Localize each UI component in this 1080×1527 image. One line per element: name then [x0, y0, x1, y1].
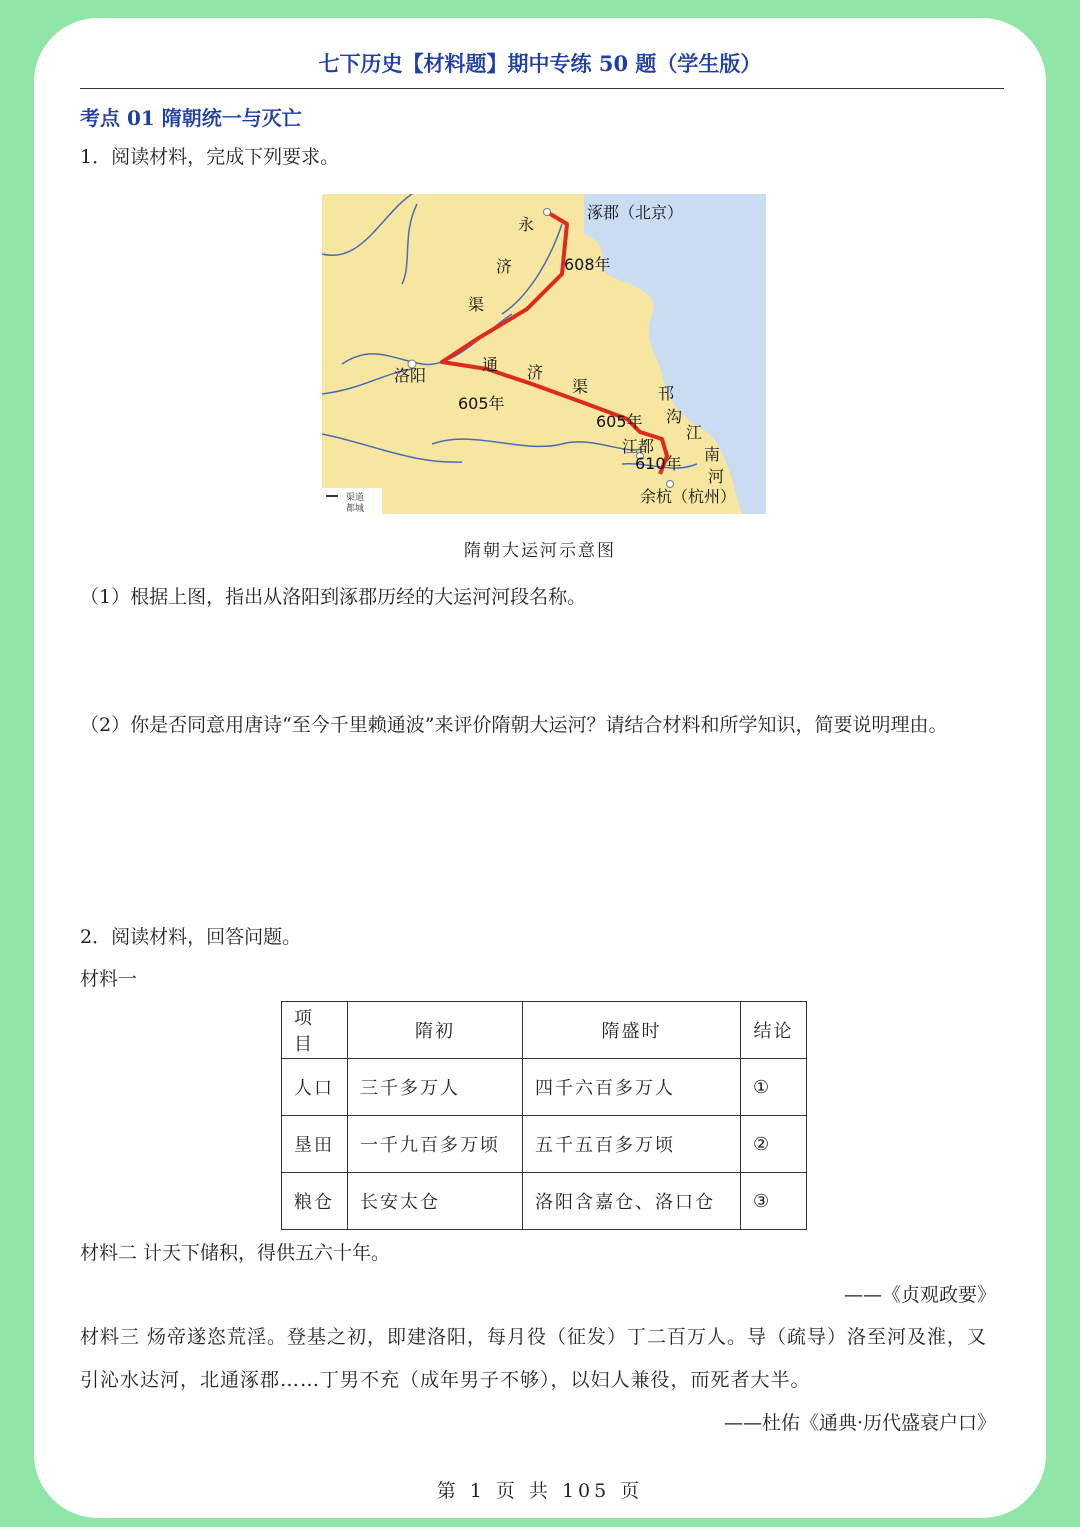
table-cell: ② — [741, 1116, 807, 1173]
page-number: 第 1 页 共 105 页 — [436, 1480, 644, 1502]
label-qu-2: 渠 — [572, 377, 589, 396]
table-cell: 垦田 — [282, 1116, 348, 1173]
label-jiang: 江 — [686, 423, 703, 442]
label-yuhang: 余杭（杭州） — [640, 487, 737, 506]
statistics-table — [281, 1001, 807, 1230]
label-yong: 永 — [518, 215, 535, 234]
label-zhuojun: 涿郡（北京） — [587, 203, 684, 222]
label-han: 邗 — [658, 384, 675, 403]
material-2-source: ——《贞观政要》 — [843, 1284, 996, 1306]
label-tong: 通 — [482, 355, 499, 374]
table-cell: 长安太仓 — [348, 1173, 523, 1230]
table-cell: ③ — [741, 1173, 807, 1230]
table-cell: 洛阳含嘉仓、洛口仓 — [523, 1173, 741, 1230]
document-page — [34, 18, 1046, 1518]
legend-city-label: 都城 — [346, 504, 365, 514]
question-1-prompt: 1．阅读材料，完成下列要求。 — [80, 146, 340, 168]
table-row — [282, 1173, 807, 1230]
material-2-text: 材料二 计天下储积，得供五六十年。 — [80, 1242, 391, 1264]
zhuojun-city-marker — [544, 209, 551, 216]
material-3-text: 材料三 炀帝遂恣荒淫。登基之初，即建洛阳，每月役（征发）丁二百万人。导（疏导）洛至河及淮，又引沁水达河，北通涿郡……丁男不充（成年男子不够），以妇人兼役，而死者大半。 — [80, 1326, 988, 1391]
label-jiangdu: 江都 — [622, 437, 655, 456]
section-title: 考点 01 隋朝统一与灭亡 — [80, 106, 302, 130]
table-row — [282, 1116, 807, 1173]
question-1-sub-2: （2）你是否同意用唐诗“至今千里赖通波”来评价隋朝大运河？请结合材料和所学知识，简要说明理由。 — [80, 714, 948, 736]
material-1-label: 材料一 — [80, 968, 138, 990]
table-cell: 四千六百多万人 — [523, 1059, 741, 1116]
label-gou: 沟 — [666, 407, 683, 426]
label-nan: 南 — [704, 445, 721, 464]
table-header-row — [282, 1002, 807, 1059]
grand-canal-map — [322, 194, 766, 514]
document-title: 七下历史【材料题】期中专练 50 题（学生版） — [318, 51, 762, 76]
label-luoyang: 洛阳 — [394, 366, 427, 385]
label-year-608: 608年 — [564, 255, 611, 274]
table-cell: ① — [741, 1059, 807, 1116]
table-row — [282, 1059, 807, 1116]
label-he: 河 — [708, 467, 725, 486]
label-ji-2: 济 — [527, 363, 544, 382]
table-header-cell: 结论 — [741, 1002, 807, 1059]
label-year-605-b: 605年 — [596, 412, 643, 431]
table-header-cell: 项 目 — [282, 1002, 348, 1059]
table-cell: 人口 — [282, 1059, 348, 1116]
map-caption: 隋朝大运河示意图 — [464, 541, 616, 561]
table-cell: 三千多万人 — [348, 1059, 523, 1116]
table-cell: 一千九百多万顷 — [348, 1116, 523, 1173]
header-divider — [80, 88, 1004, 89]
label-year-610: 610年 — [635, 454, 682, 473]
table-header-cell: 隋盛时 — [523, 1002, 741, 1059]
table-cell: 粮仓 — [282, 1173, 348, 1230]
label-qu-1: 渠 — [468, 295, 485, 314]
legend-canal-label: 渠道 — [346, 493, 365, 503]
label-ji-1: 济 — [496, 257, 513, 276]
table-header-cell: 隋初 — [348, 1002, 523, 1059]
question-2-prompt: 2．阅读材料，回答问题。 — [80, 926, 302, 948]
table-cell: 五千五百多万顷 — [523, 1116, 741, 1173]
material-3-source: ——杜佑《通典·历代盛衰户口》 — [723, 1412, 996, 1434]
question-1-sub-1: （1）根据上图，指出从洛阳到涿郡历经的大运河河段名称。 — [80, 586, 587, 608]
label-year-605-a: 605年 — [458, 394, 505, 413]
